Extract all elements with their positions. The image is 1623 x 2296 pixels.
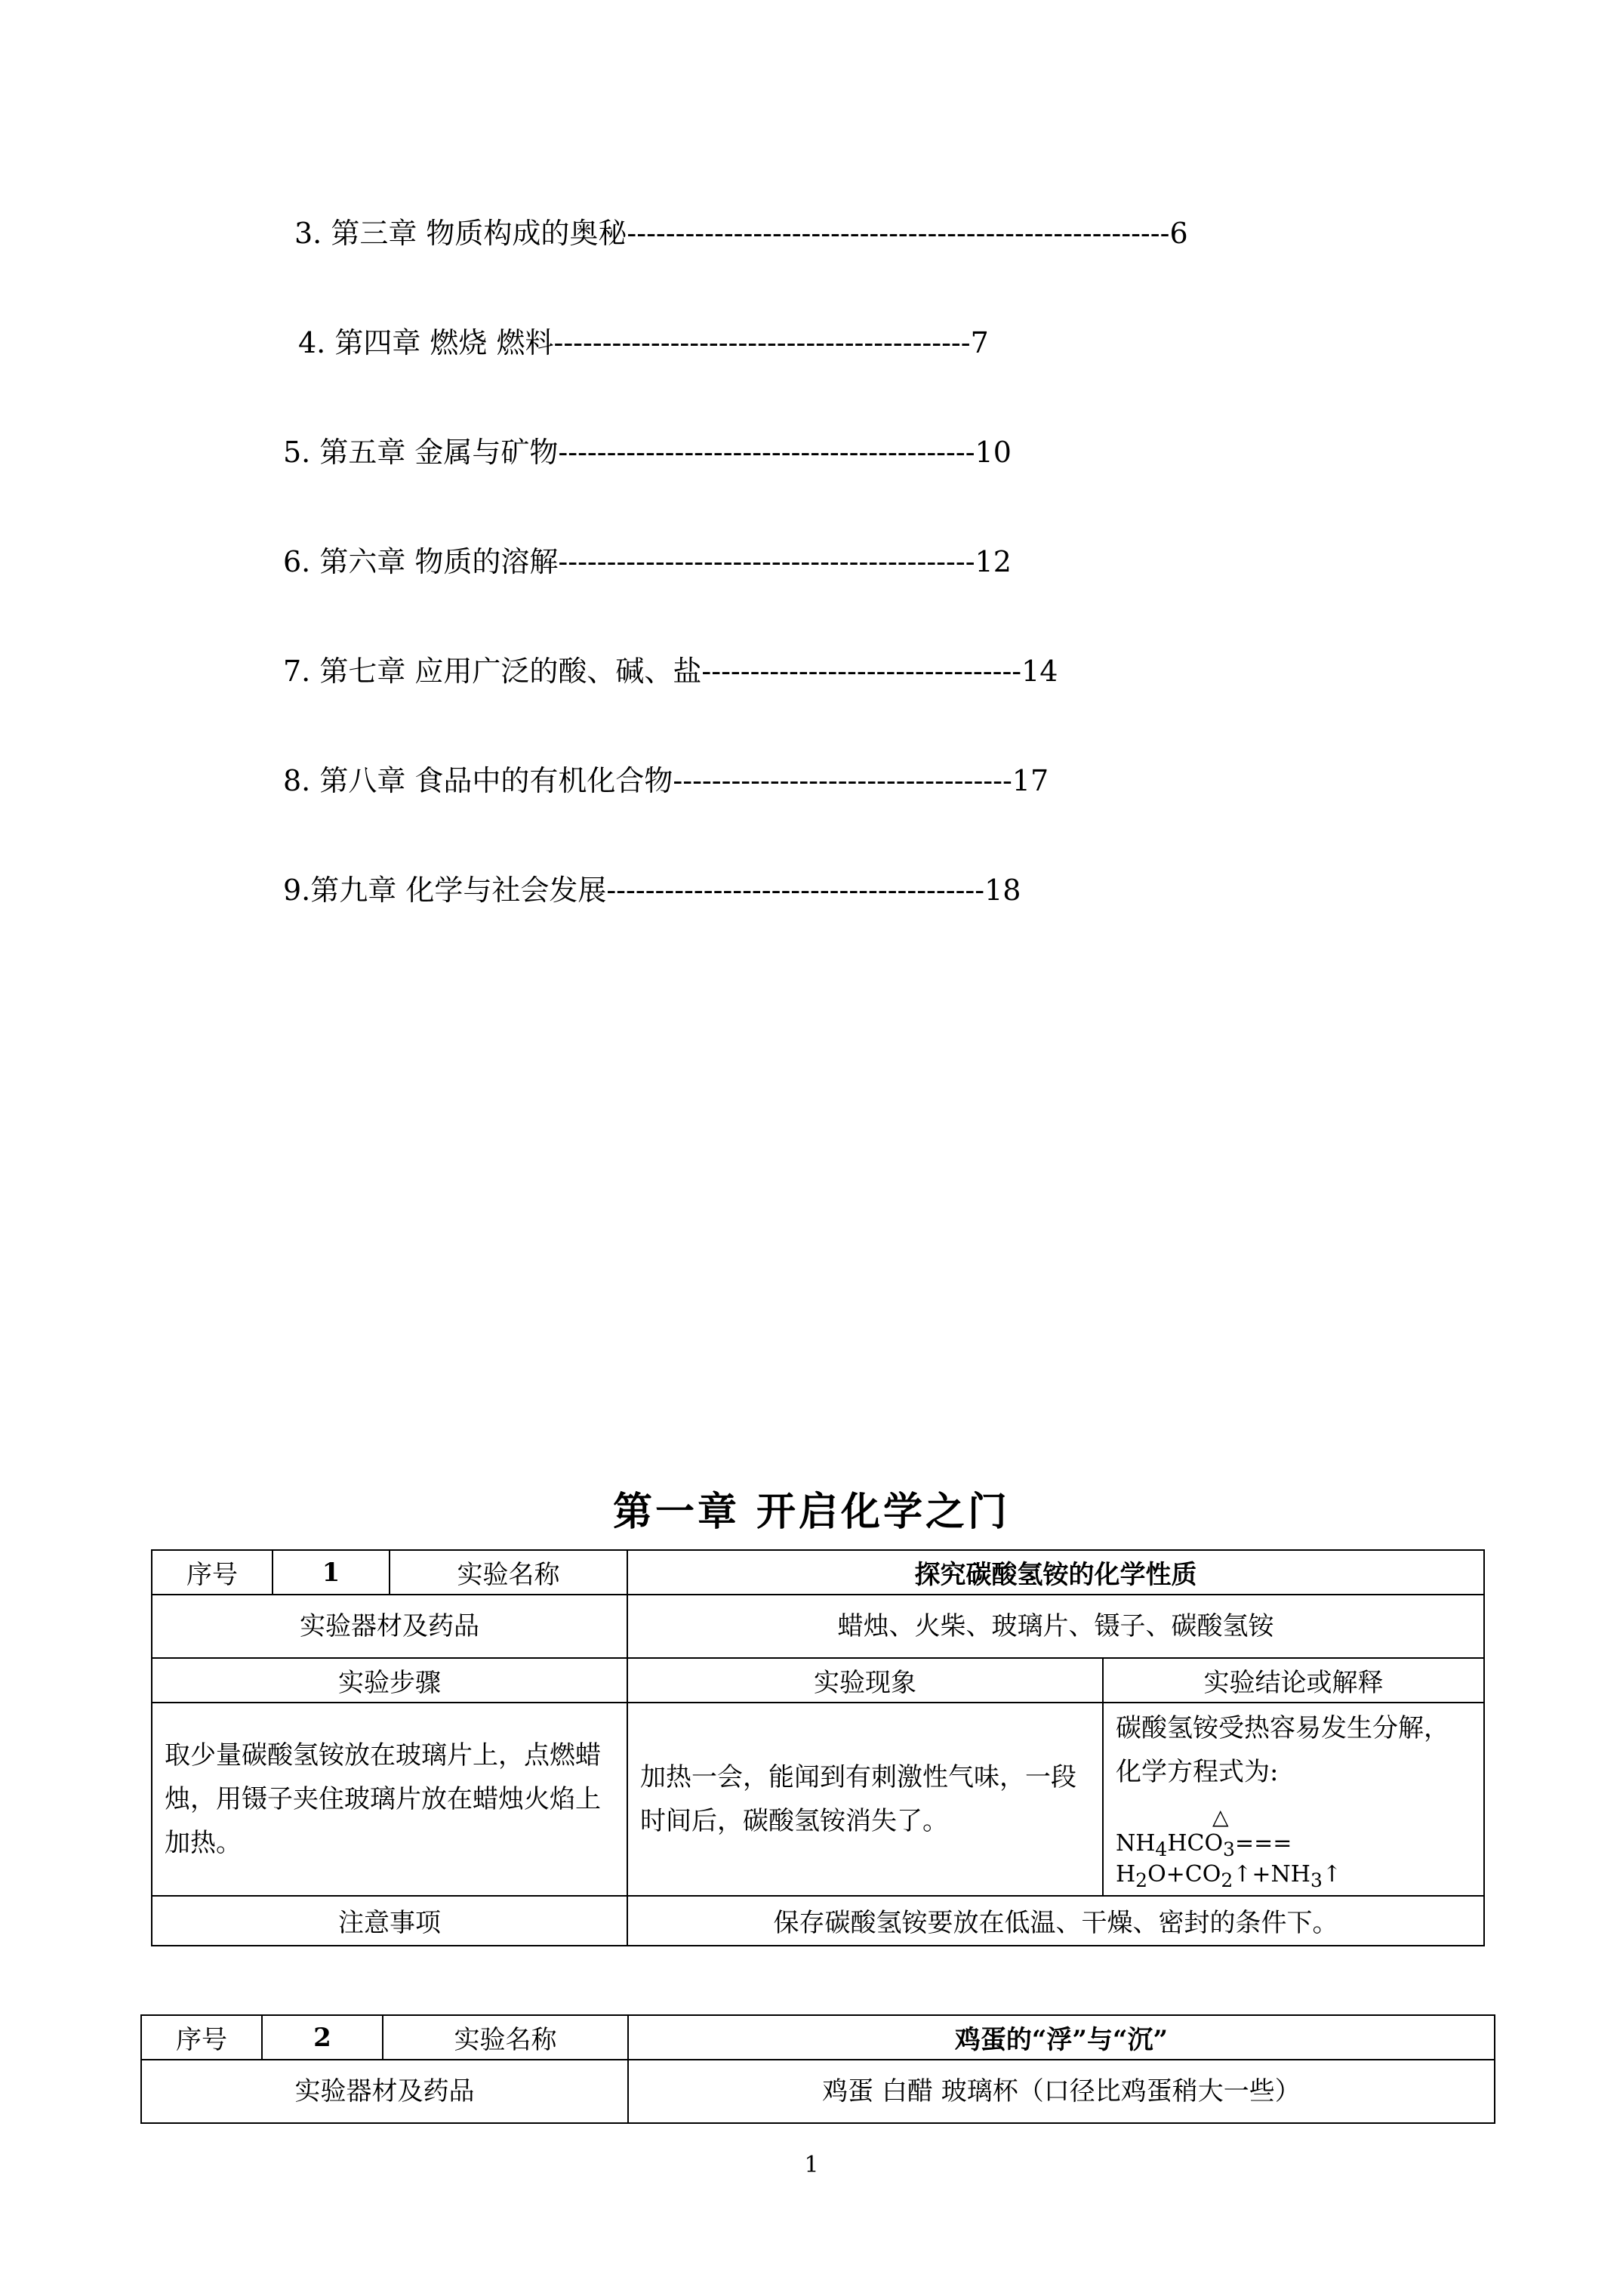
- phenomenon-header: 实验现象: [627, 1658, 1103, 1703]
- seq-label: 序号: [141, 2015, 262, 2060]
- toc-entry-chapter-8: 8. 第八章 食品中的有机化合物-----------------------------------17: [283, 764, 1049, 797]
- eq-part: HCO: [1167, 1829, 1224, 1857]
- seq-value: 2: [262, 2015, 383, 2060]
- name-label: 实验名称: [390, 1550, 627, 1595]
- gas-arrow-icon: ↑: [1322, 1860, 1342, 1888]
- seq-label: 序号: [152, 1550, 273, 1595]
- toc-entry-chapter-7: 7. 第七章 应用广泛的酸、碱、盐---------------------------------14: [283, 655, 1058, 688]
- materials-label: 实验器材及药品: [152, 1595, 627, 1658]
- steps-header: 实验步骤: [152, 1658, 627, 1703]
- eq-part: === H: [1116, 1829, 1292, 1888]
- phenomenon-cell: 加热一会，能闻到有刺激性气味，一段时间后，碳酸氢铵消失了。: [627, 1703, 1103, 1896]
- eq-part: +NH: [1252, 1860, 1310, 1888]
- toc-entry-chapter-5: 5. 第五章 金属与矿物-------------------------------------------10: [283, 436, 1012, 469]
- page-number: 1: [804, 2152, 819, 2178]
- eq-sub: 2: [1221, 1869, 1233, 1891]
- eq-sub: 3: [1310, 1869, 1323, 1891]
- heat-condition-symbol: △: [1212, 1804, 1229, 1829]
- eq-part: O+CO: [1147, 1860, 1221, 1888]
- conclusion-header: 实验结论或解释: [1103, 1658, 1484, 1703]
- toc-entry-chapter-4: 4. 第四章 燃烧 燃料-------------------------------------------7: [298, 326, 989, 359]
- toc-entry-chapter-3: 3. 第三章 物质构成的奥秘--------------------------------------------------------6: [294, 217, 1188, 250]
- notes-label: 注意事项: [152, 1896, 627, 1946]
- experiment-1-table: [151, 1549, 1485, 1946]
- eq-sub: 2: [1135, 1869, 1148, 1891]
- chemical-equation: [1116, 1804, 1471, 1892]
- experiment-name: 探究碳酸氢铵的化学性质: [627, 1550, 1484, 1595]
- conclusion-cell: [1103, 1703, 1484, 1896]
- materials-value: 蜡烛、火柴、玻璃片、镊子、碳酸氢铵: [627, 1595, 1484, 1658]
- conclusion-text: 碳酸氢铵受热容易发生分解，化学方程式为:: [1116, 1713, 1449, 1787]
- notes-value: 保存碳酸氢铵要放在低温、干燥、密封的条件下。: [627, 1896, 1484, 1946]
- toc-entry-chapter-6: 6. 第六章 物质的溶解-------------------------------------------12: [283, 545, 1012, 578]
- gas-arrow-icon: ↑: [1233, 1860, 1252, 1888]
- seq-value: 1: [273, 1550, 390, 1595]
- materials-label: 实验器材及药品: [141, 2060, 628, 2123]
- chapter-title: 第一章 开启化学之门: [612, 1489, 1011, 1535]
- materials-value: 鸡蛋 白醋 玻璃杯（口径比鸡蛋稍大一些）: [628, 2060, 1495, 2123]
- name-label: 实验名称: [383, 2015, 628, 2060]
- eq-sub: 3: [1223, 1838, 1235, 1860]
- experiment-name: 鸡蛋的“浮”与“沉”: [628, 2015, 1495, 2060]
- toc-entry-chapter-9: 9.第九章 化学与社会发展---------------------------------------18: [283, 874, 1021, 907]
- experiment-2-table: [140, 2014, 1495, 2124]
- steps-cell: 取少量碳酸氢铵放在玻璃片上，点燃蜡烛，用镊子夹住玻璃片放在蜡烛火焰上加热。: [152, 1703, 627, 1896]
- eq-part: NH: [1116, 1829, 1156, 1857]
- eq-sub: 4: [1155, 1838, 1168, 1860]
